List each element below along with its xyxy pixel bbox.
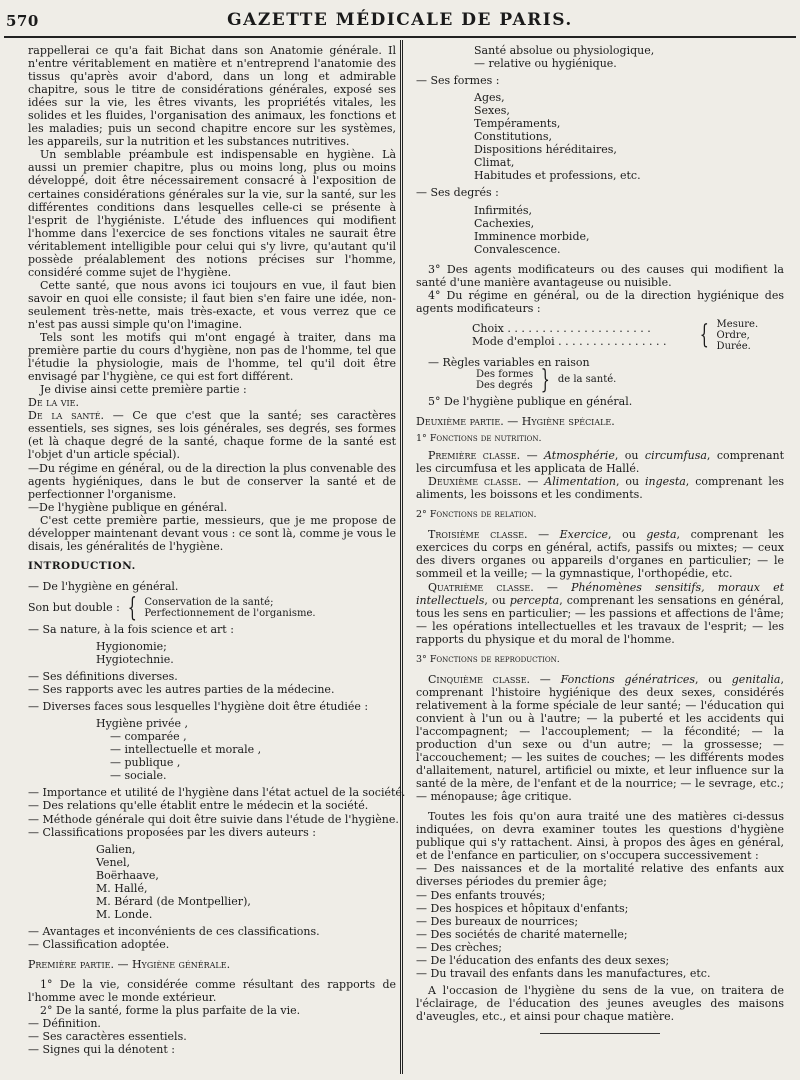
class-label: Première classe. xyxy=(428,449,521,463)
function-heading: 1° Fonctions de nutrition. xyxy=(416,433,542,445)
class-term: Fonctions génératrices xyxy=(560,672,696,686)
outline-subitem: — publique , xyxy=(110,756,181,770)
author-item: Galien, xyxy=(96,842,136,856)
forme-item: Constitutions, xyxy=(474,130,552,144)
class-term: Atmosphérie xyxy=(544,449,615,463)
class-text: , comprenant les aliments, les boissons et les condiments. xyxy=(416,475,784,502)
class-text: , comprenant les sensations en général, tous les sens en particulier; — les passions et affections de l'âme; — les opérations intellectuelles et les travaux de l'esprit; — les rapports du physique et du moral de l'homme. xyxy=(416,593,784,646)
numbered-item: 3° Des agents modificateurs ou des causes qui modifient la santé d'une manière avantageuse ou nuisible. xyxy=(416,262,784,289)
degre-item: Imminence morbide, xyxy=(474,229,590,243)
numbered-item: 4° Du régime en général, ou de la direction hygiénique des agents modificateurs : xyxy=(416,288,784,315)
outline-subitem: Hygiotechnie. xyxy=(96,653,174,667)
class-paragraph: Première classe. — Atmosphérie, ou circumfusa, comprenant les circumfusa et les applicata de Hallé. xyxy=(416,449,785,476)
outline-subitem: — sociale. xyxy=(110,769,167,783)
but-double-row xyxy=(28,592,396,623)
list-item: — Des naissances et de la mortalité relative des enfants aux diverses périodes du premier âge; xyxy=(416,862,784,889)
class-text: , comprenant l'histoire hygiénique des deux sexes, considérés relativement à la forme spéciale de leur santé; — l'éducation qui convient à l'un ou à l'autre; — la puberté et les accidents qui l'accompagnent; — l'accouplement; — la fécondité; — la production d'un sexe ou d'un autre; — la grossesse; — l'accouchement; — les suites de couches; — les différents modes d'allaitement, naturel, artificiel ou mixte, et leur influence sur la santé de la mère, de l'enfant et de la nourrice; — le sevrage, etc.; — ménopause; âge critique. xyxy=(416,672,784,804)
outline-item: — Avantages et inconvénients de ces classifications. xyxy=(28,924,320,938)
class-paragraph: Deuxième classe. — Alimentation, ou ingesta, comprenant les aliments, les boissons et les condiments. xyxy=(416,475,784,502)
paragraph: C'est cette première partie, messieurs, que je me propose de développer maintenant devant vous : ce sont là, comme je vous le disais, les généralités de l'hygiène. xyxy=(28,513,396,553)
sante-label: De la santé. xyxy=(28,409,105,423)
regles-option: Des formes xyxy=(476,368,534,380)
outline-item: — Ses rapports avec les autres parties de la médecine. xyxy=(28,683,335,697)
class-label: Quatrième classe. xyxy=(428,580,534,594)
regles-target: de la santé. xyxy=(557,374,617,386)
end-rule xyxy=(540,1033,660,1034)
brace-icon: } xyxy=(541,364,551,395)
function-heading: 2° Fonctions de relation. xyxy=(416,509,537,521)
but-options xyxy=(144,597,315,619)
list-item: — Des sociétés de charité maternelle; xyxy=(416,927,628,941)
sante-text: — Ce que c'est que la santé; ses caractères essentiels, ses signes, ses lois générales, ses degrés, ses formes (et là chaque degré de la santé, chaque forme de la santé est l'objet d'un article spécial). xyxy=(28,409,396,462)
part-two-heading: Deuxième partie. — Hygiène spéciale. xyxy=(416,414,615,428)
class-alt: circumfusa xyxy=(644,449,707,463)
forme-item: Climat, xyxy=(474,156,515,170)
outline-item: — Ses formes : xyxy=(416,74,500,88)
function-heading: 3° Fonctions de reproduction. xyxy=(416,653,560,665)
class-text: , comprenant les circumfusa et les applicata de Hallé. xyxy=(416,449,785,476)
regime-left xyxy=(472,322,692,348)
list-item: — Des enfants trouvés; xyxy=(416,888,546,902)
section-item: —De l'hygiène publique en général. xyxy=(28,500,228,514)
class-alt: ingesta xyxy=(645,475,686,489)
paragraph: Cette santé, que nous avons ici toujours en vue, il faut bien savoir en quoi elle consiste; il faut bien s'en faire une idée, non-seulement très-nette, mais très-exacte, et vous verrez que ce n'est pas aussi simple qu'on l'imagine. xyxy=(28,278,396,331)
author-item: Boërhaave, xyxy=(96,868,159,882)
outline-item: — Sa nature, à la fois science et art : xyxy=(28,622,234,636)
section-item xyxy=(28,409,396,461)
degre-item: Convalescence. xyxy=(474,242,561,256)
regime-table xyxy=(416,319,784,352)
forme-item: Dispositions héréditaires, xyxy=(474,143,617,157)
outline-item: — Signes qui la dénotent : xyxy=(28,1043,175,1057)
regles-options xyxy=(476,369,533,391)
regles-row xyxy=(416,364,784,395)
de-la-vie-label: De la vie. xyxy=(28,396,80,410)
outline-item: — Classification adoptée. xyxy=(28,937,170,951)
but-option: Conservation de la santé; xyxy=(144,596,274,608)
regime-option: Durée. xyxy=(716,340,751,352)
mode-label: Mode d'emploi xyxy=(472,335,555,349)
numbered-item: 1° De la vie, considérée comme résultant des rapports de l'homme avec le monde extérieur. xyxy=(28,978,396,1005)
degre-item: Cachexies, xyxy=(474,216,535,230)
paragraph: A l'occasion de l'hygiène du sens de la vue, on traitera de l'éclairage, de l'éducation des jeunes aveugles des maisons d'aveugles, etc., et ainsi pour chaque matière. xyxy=(416,983,784,1023)
class-label: Troisième classe. xyxy=(428,528,528,542)
regime-choix: Choix . . . . . . . . . . . . . . . . . . . . . xyxy=(472,322,651,336)
right-column xyxy=(416,44,784,1034)
brace-icon: { xyxy=(127,592,137,623)
outline-subitem: — intellectuelle et morale , xyxy=(110,743,262,757)
section-item: —Du régime en général, ou de la direction la plus convenable des agents hygiéniques, dans le but de conserver la santé et de perfectionner l'organisme. xyxy=(28,461,396,501)
class-term: Phénomènes sensitifs, moraux et intellectuels xyxy=(416,580,785,607)
class-label: Deuxième classe. xyxy=(428,475,522,489)
class-alt: gesta xyxy=(646,528,677,542)
outline-subitem: Hygiène privée , xyxy=(96,717,189,731)
paragraph: Un semblable préambule est indispensable en hygiène. Là aussi un premier chapitre, plus ou moins long, plus ou moins développé, doit être nécessairement consacré à l'exposition de certaines considérations générales sur la vie, sur la santé, sur les différentes conditions dans lesquelles celle-ci se présente à l'esprit de l'hygiéniste. L'étude des influences qui modifient l'homme dans l'exercice de ses fonctions vitales ne saurait être véritablement intelligible pour celui qui s'y livre, qu'autant qu'il possède préalablement des notions précises sur l'homme, considéré comme sujet de l'hygiène. xyxy=(28,148,396,279)
brace-icon: { xyxy=(699,320,709,351)
journal-title: GAZETTE MÉDICALE DE PARIS. xyxy=(227,10,573,30)
introduction-heading: INTRODUCTION. xyxy=(28,559,136,572)
paragraph: Je divise ainsi cette première partie : xyxy=(40,383,247,397)
choix-label: Choix xyxy=(472,322,504,336)
outline-item: — Ses degrés : xyxy=(416,186,499,200)
regime-options xyxy=(717,319,759,352)
class-alt: percepta xyxy=(509,593,560,607)
paragraph: Toutes les fois qu'on aura traité une des matières ci-dessus indiquées, on devra examiner toutes les questions d'hygiène publique qui s'y rattachent. Ainsi, à propos des âges en général, et de l'enfance en particulier, on s'occupera successivement : xyxy=(416,810,784,863)
author-item: Venel, xyxy=(96,855,131,869)
paragraph: Tels sont les motifs qui m'ont engagé à traiter, dans ma première partie du cours d'hygiène, non pas de l'homme, tel que l'étudie la physiologie, mais de l'homme, tel qu'il doit être envisagé par l'hygiène, ce qui est fort différent. xyxy=(28,331,396,384)
list-item: — Du travail des enfants dans les manufactures, etc. xyxy=(416,966,711,980)
but-label: Son but double : xyxy=(28,601,120,615)
column-divider xyxy=(400,40,403,1074)
author-item: M. Hallé, xyxy=(96,881,148,895)
outline-item: — Définition. xyxy=(28,1017,101,1031)
class-term: Exercice xyxy=(559,528,609,542)
list-item: — De l'éducation des enfants des deux sexes; xyxy=(416,953,670,967)
numbered-item: 5° De l'hygiène publique en général. xyxy=(428,394,633,408)
class-text: , comprenant les exercices du corps en général, actifs, passifs ou mixtes; — ceux des divers organes ou appareils d'organes en particulier; — le sommeil et la veille; — la gymnastique, l'orthopédie, etc. xyxy=(416,528,784,581)
header-rule xyxy=(4,36,796,38)
author-item: M. Londe. xyxy=(96,907,153,921)
forme-item: Ages, xyxy=(474,91,505,105)
class-paragraph: Quatrième classe. — Phénomènes sensitifs, moraux et intellectuels, ou percepta, comprenant les sensations en général, tous les sens en particulier; — les passions et affections de l'âme; — les opérations intellectuelles et les travaux de l'esprit; — les rapports du physique et du moral de l'homme. xyxy=(416,580,785,646)
left-column xyxy=(28,44,406,1057)
class-label: Cinquième classe. xyxy=(428,672,531,686)
list-item: — Des crèches; xyxy=(416,940,503,954)
degre-item: Infirmités, xyxy=(474,203,533,217)
list-item: — Des hospices et hôpitaux d'enfants; xyxy=(416,901,629,915)
outline-item: — Classifications proposées par les divers auteurs : xyxy=(28,825,317,839)
outline-subitem: — relative ou hygiénique. xyxy=(474,57,617,71)
class-paragraph: Troisième classe. — Exercice, ou gesta, comprenant les exercices du corps en général, actifs, passifs ou mixtes; — ceux des divers organes ou appareils d'organes en particulier; — le sommeil et la veille; — la gymnastique, l'orthopédie, etc. xyxy=(416,528,784,581)
regime-mode: Mode d'emploi . . . . . . . . . . . . . . . . xyxy=(472,335,667,349)
regime-option: Mesure. xyxy=(716,318,759,330)
paragraph: rappellerai ce qu'a fait Bichat dans son Anatomie générale. Il n'entre véritablement en matière et n'entreprend l'anatomie des tissus qu'après avoir d'abord, dans un long et admirable chapitre, sous le titre de considérations générales, exposé ses idées sur la vie, les êtres vivants, les propriétés vitales, les solides et les fluides, l'organisation des animaux, les fonctions et les maladies; puis un second chapitre encore sur les systèmes, les appareils, sur la nutrition et les substances nutritives. xyxy=(28,44,396,149)
forme-item: Habitudes et professions, etc. xyxy=(474,169,641,183)
forme-item: Tempéraments, xyxy=(474,117,561,131)
outline-subitem: — comparée , xyxy=(110,730,187,744)
outline-item: — Ses caractères essentiels. xyxy=(28,1030,187,1044)
list-item: — Des bureaux de nourrices; xyxy=(416,914,579,928)
outline-item: — Importance et utilité de l'hygiène dans l'état actuel de la société. xyxy=(28,786,406,800)
outline-subitem: Hygionomie; xyxy=(96,639,167,653)
outline-item: — Ses définitions diverses. xyxy=(28,670,178,684)
outline-item: — Des relations qu'elle établit entre le médecin et la société. xyxy=(28,799,369,813)
outline-item: — De l'hygiène en général. xyxy=(28,579,179,593)
regles-option: Des degrés xyxy=(476,379,533,391)
regime-option: Ordre, xyxy=(716,329,750,341)
page-number: 570 xyxy=(6,12,39,30)
outline-item: — Diverses faces sous lesquelles l'hygiène doit être étudiée : xyxy=(28,700,369,714)
but-option: Perfectionnement de l'organisme. xyxy=(144,607,316,619)
class-alt: genitalia xyxy=(731,672,781,686)
page-header xyxy=(0,0,800,40)
numbered-item: 2° De la santé, forme la plus parfaite de la vie. xyxy=(40,1004,301,1018)
author-item: M. Bérard (de Montpellier), xyxy=(96,894,251,908)
outline-item: — Méthode générale qui doit être suivie dans l'étude de l'hygiène. xyxy=(28,812,399,826)
part-one-heading: Première partie. — Hygiène générale. xyxy=(28,958,231,971)
outline-item: — Règles variables en raison xyxy=(428,355,590,369)
outline-subitem: Santé absolue ou physiologique, xyxy=(474,44,655,57)
forme-item: Sexes, xyxy=(474,104,510,118)
section-item xyxy=(28,396,396,409)
class-term: Alimentation xyxy=(544,475,616,489)
class-paragraph: Cinquième classe. — Fonctions génératrices, ou genitalia, comprenant l'histoire hygiénique des deux sexes, considérés relativement à la forme spéciale de leur santé; — l'éducation qui convient à l'un ou à l'autre; — la puberté et les accidents qui l'accompagnent; — l'accouplement; — la fécondité; — la production d'un sexe ou d'un autre; — la grossesse; — l'accouchement; — les suites de couches; — les différents modes d'allaitement, naturel, artificiel ou mixte, et leur influence sur la santé de la mère, de l'enfant et de la nourrice; — le sevrage, etc.; — ménopause; âge critique. xyxy=(416,672,784,804)
